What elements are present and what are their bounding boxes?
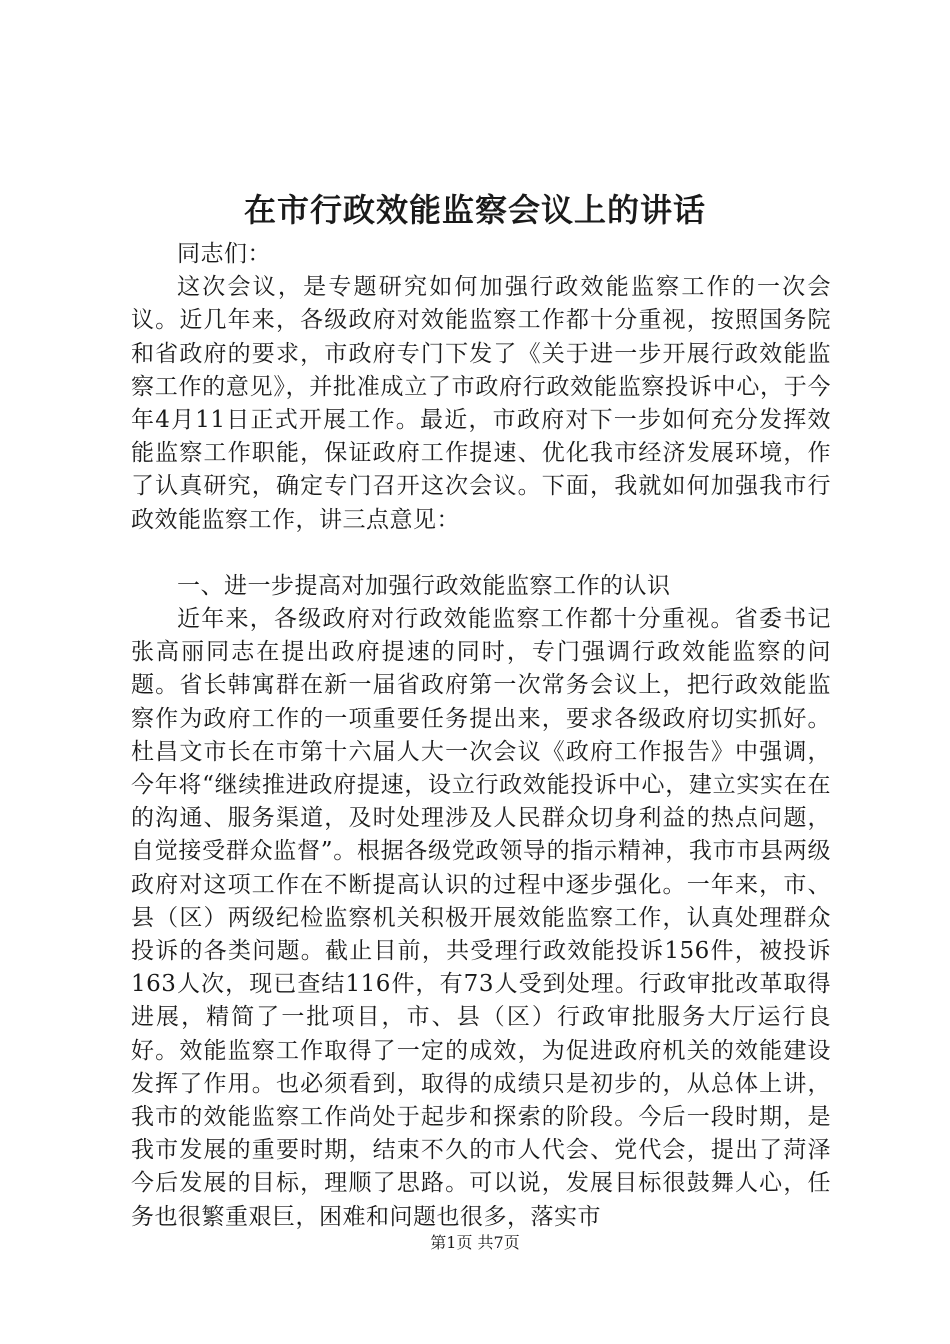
section-heading-1: 一、进一步提高对加强行政效能监察工作的认识 (177, 572, 671, 599)
document-body (131, 238, 831, 1234)
page-number-footer: 第1页 共7页 (430, 1233, 520, 1252)
paragraph-intro: 这次会议，是专题研究如何加强行政效能监察工作的一次会议。近几年来，各级政府对效能监察工作都十分重视，按照国务院和省政府的要求，市政府专门下发了《关于进一步开展行政效能监察工作的意见》，并批准成立了市政府行政效能监察投诉中心，于今年4月11日正式开展工作。最近，市政府对下一步如何充分发挥效能监察工作职能，保证政府工作提速、优化我市经济发展环境，作了认真研究，确定专门召开这次会议。下面，我就如何加强我市行政效能监察工作，讲三点意见： (131, 274, 831, 533)
greeting: 同志们： (177, 241, 271, 267)
document-title: 在市行政效能监察会议上的讲话 (243, 191, 706, 229)
paragraph-section-1: 近年来，各级政府对行政效能监察工作都十分重视。省委书记张高丽同志在提出政府提速的同时，专门强调行政效能监察的问题。省长韩寓群在新一届省政府第一次常务会议上，把行政效能监察作为政府工作的一项重要任务提出来，要求各级政府切实抓好。杜昌文市长在市第十六届人大一次会议《政府工作报告》中强调，今年将“继续推进政府提速，设立行政效能投诉中心，建立实实在在的沟通、服务渠道，及时处理涉及人民群众切身利益的热点问题，自觉接受群众监督”。根据各级党政领导的指示精神，我市市县两级政府对这项工作在不断提高认识的过程中逐步强化。一年来，市、县（区）两级纪检监察机关积极开展效能监察工作，认真处理群众投诉的各类问题。截止目前，共受理行政效能投诉156件，被投诉163人次，现已查结116件，有73人受到处理。行政审批改革取得进展，精简了一批项目，市、县（区）行政审批服务大厅运行良好。效能监察工作取得了一定的成效，为促进政府机关的效能建设发挥了作用。也必须看到，取得的成绩只是初步的，从总体上讲，我市的效能监察工作尚处于起步和探索的阶段。今后一段时期，是我市发展的重要时期，结束不久的市人代会、党代会，提出了菏泽今后发展的目标，理顺了思路。可以说，发展目标很鼓舞人心，任务也很繁重艰巨，困难和问题也很多，落实市 (131, 606, 831, 1230)
